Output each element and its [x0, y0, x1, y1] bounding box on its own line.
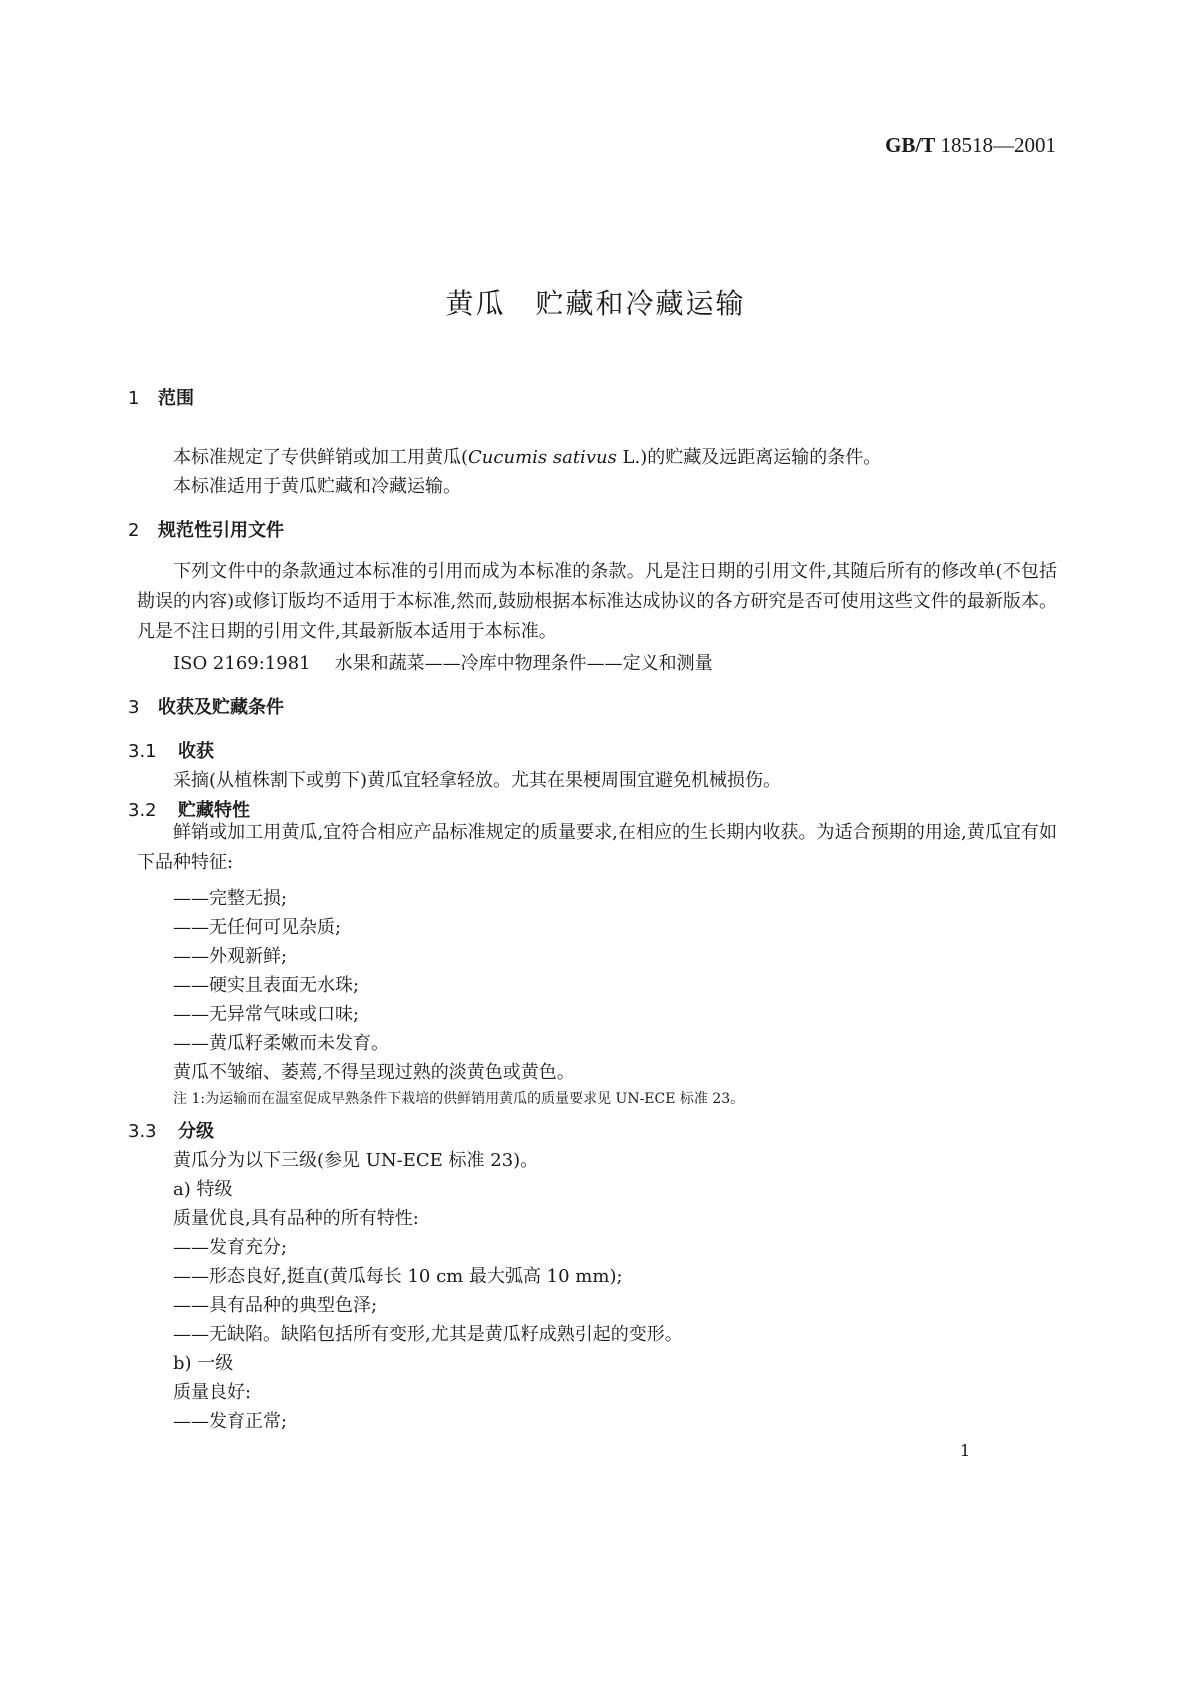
- standard-number: 18518—2001: [940, 133, 1056, 157]
- section-1-paragraph-1: [173, 443, 881, 469]
- reference-code: ISO 2169:1981: [173, 653, 311, 674]
- list-item: ——硬实且表面无水珠;: [173, 975, 360, 996]
- list-item: ——无缺陷。缺陷包括所有变形,尤其是黄瓜籽成熟引起的变形。: [173, 1324, 683, 1345]
- list-item: ——发育正常;: [173, 1411, 288, 1432]
- section-number: 2: [128, 520, 140, 541]
- section-2-heading: [128, 516, 284, 542]
- section-3-2-paragraph-1: 鲜销或加工用黄瓜,宜符合相应产品标准规定的质量要求,在相应的生长期内收获。为适合预期的用途,黄瓜宜有如下品种特征:: [137, 822, 1057, 873]
- reference-title: 水果和蔬菜——冷库中物理条件——定义和测量: [334, 653, 713, 674]
- section-2-paragraph-1: 下列文件中的条款通过本标准的引用而成为本标准的条款。凡是注日期的引用文件,其随后所有的修改单(不包括勘误的内容)或修订版均不适用于本标准,然而,鼓励根据本标准达成协议的各方研究是否可使用这些文件的最新版本。凡是不注日期的引用文件,其最新版本适用于本标准。: [137, 561, 1057, 642]
- section-3-3-paragraph-1: 黄瓜分为以下三级(参见 UN-ECE 标准 23)。: [173, 1150, 539, 1171]
- text-run: L.)的贮藏及远距离运输的条件。: [616, 447, 882, 468]
- title-part2: 贮藏和冷藏运输: [535, 287, 746, 320]
- section-3-1-paragraph: 采摘(从植株割下或剪下)黄瓜宜轻拿轻放。尤其在果梗周围宜避免机械损伤。: [173, 770, 782, 791]
- section-number: 1: [128, 388, 140, 409]
- section-title: 收获及贮藏条件: [158, 697, 284, 718]
- list-item: ——无异常气味或口味;: [173, 1004, 360, 1025]
- section-title: 范围: [158, 388, 194, 409]
- section-3-3-heading: [128, 1117, 214, 1143]
- list-item: ——具有品种的典型色泽;: [173, 1295, 378, 1316]
- page-number: 1: [960, 1441, 971, 1460]
- grade-b-label: b) 一级: [173, 1353, 234, 1374]
- section-number: 3.1: [128, 741, 157, 762]
- section-3-1-heading: [128, 737, 214, 763]
- list-item: ——黄瓜籽柔嫩而未发育。: [173, 1033, 389, 1054]
- grade-a-description: 质量优良,具有品种的所有特性:: [173, 1208, 419, 1229]
- text-run: 本标准规定了专供鲜销或加工用黄瓜(: [173, 447, 469, 468]
- section-number: 3: [128, 697, 140, 718]
- note-1: 注 1:为运输而在温室促成早熟条件下栽培的供鲜销用黄瓜的质量要求见 UN-ECE 标准 23。: [173, 1091, 745, 1107]
- section-3-2-paragraph-2: 黄瓜不皱缩、萎蔫,不得呈现过熟的淡黄色或黄色。: [173, 1062, 575, 1083]
- title-part1: 黄瓜: [445, 287, 506, 320]
- scientific-name: Cucumis sativus: [468, 447, 617, 468]
- section-title: 分级: [178, 1121, 214, 1142]
- standard-code: [885, 133, 1056, 158]
- standard-prefix: GB/T: [885, 133, 936, 157]
- list-item: ——形态良好,挺直(黄瓜每长 10 cm 最大弧高 10 mm);: [173, 1266, 623, 1287]
- list-item: ——完整无损;: [173, 888, 288, 909]
- section-1-heading: [128, 384, 194, 410]
- list-item: ——发育充分;: [173, 1237, 288, 1258]
- section-3-heading: [128, 693, 284, 719]
- normative-reference: [173, 649, 713, 675]
- grade-a-label: a) 特级: [173, 1179, 233, 1200]
- section-title: 贮藏特性: [178, 800, 250, 821]
- section-number: 3.3: [128, 1121, 157, 1142]
- section-1-paragraph-2: 本标准适用于黄瓜贮藏和冷藏运输。: [173, 476, 461, 497]
- section-title: 收获: [178, 741, 214, 762]
- list-item: ——外观新鲜;: [173, 946, 288, 967]
- grade-b-description: 质量良好:: [173, 1382, 252, 1403]
- list-item: ——无任何可见杂质;: [173, 917, 342, 938]
- section-number: 3.2: [128, 800, 157, 821]
- page-title: [0, 282, 1191, 322]
- section-title: 规范性引用文件: [158, 520, 284, 541]
